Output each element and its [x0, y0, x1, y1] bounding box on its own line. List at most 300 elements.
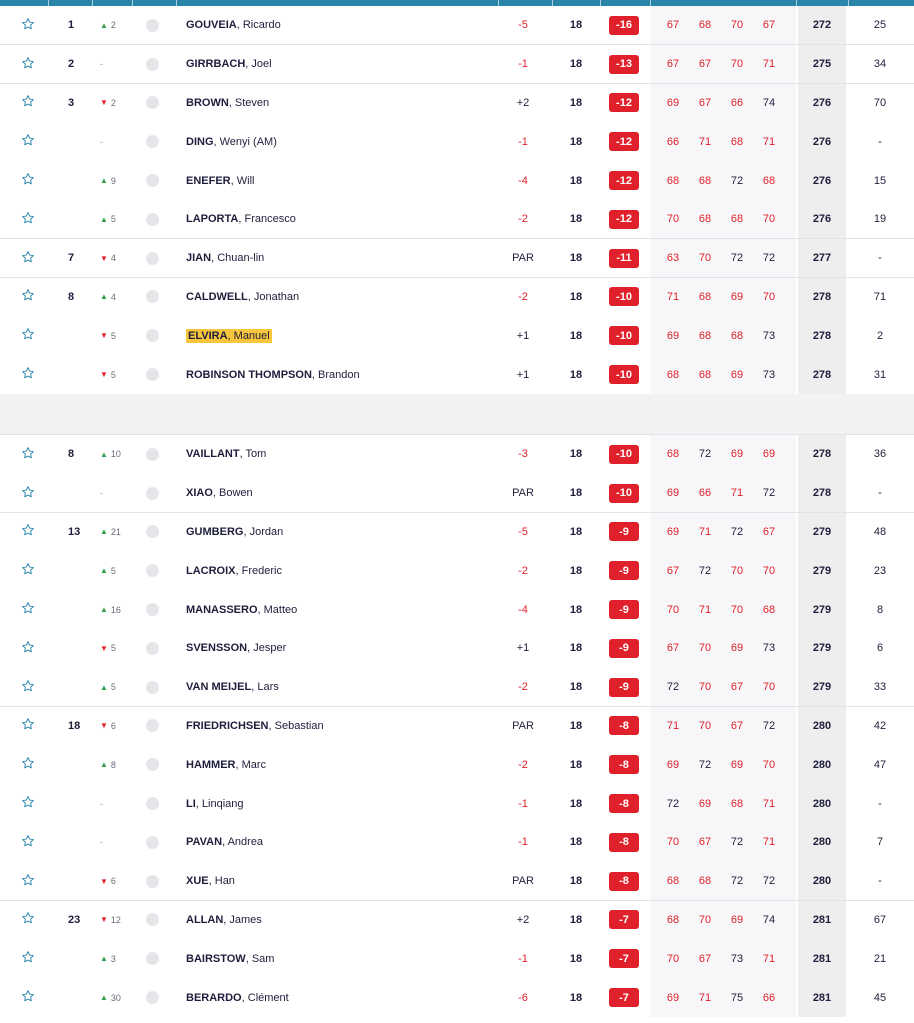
player-name-link[interactable]	[186, 642, 286, 654]
round-4-score-text: 72	[762, 252, 776, 265]
player-name-link[interactable]	[186, 329, 272, 343]
favourite-toggle[interactable]	[20, 200, 36, 239]
position	[68, 745, 92, 784]
player-firstname[interactable]: Matteo	[263, 603, 298, 616]
player-surname[interactable]: GIRRBACH	[186, 58, 246, 71]
player-name-link[interactable]	[186, 992, 289, 1004]
star-outline-icon[interactable]	[21, 717, 35, 734]
player-surname[interactable]: ALLAN	[186, 913, 224, 926]
aggregate-score	[798, 122, 846, 161]
player-name-link[interactable]	[186, 759, 266, 771]
favourite-toggle[interactable]	[20, 435, 36, 474]
player-name-link[interactable]	[186, 136, 277, 148]
player-name-link[interactable]	[186, 836, 263, 848]
position	[68, 629, 92, 668]
today-score-text: -1	[518, 135, 528, 148]
player-name-link[interactable]	[186, 875, 235, 887]
position	[68, 84, 92, 123]
today-score-text: PAR	[512, 719, 534, 732]
player-surname[interactable]: HAMMER	[186, 758, 236, 771]
star-outline-icon[interactable]	[21, 211, 35, 228]
player-name-link[interactable]	[186, 213, 296, 225]
player-firstname[interactable]: Wenyi (AM)	[219, 135, 277, 148]
player-name[interactable]	[186, 823, 486, 862]
holes-thru-text: 18	[569, 448, 583, 461]
position-text: 3	[68, 96, 75, 109]
round-4-score	[756, 122, 782, 161]
player-surname[interactable]: LACROIX	[186, 564, 236, 577]
player-surname[interactable]: VAN MEIJEL	[186, 681, 252, 694]
today-score-text: -1	[518, 797, 528, 810]
player-name-link[interactable]	[186, 953, 274, 965]
movement-text: 4	[110, 291, 116, 302]
favourite-toggle[interactable]	[20, 161, 36, 200]
player-surname[interactable]: VAILLANT	[186, 448, 240, 461]
player-name-link[interactable]	[186, 58, 272, 70]
favourite-toggle[interactable]	[20, 784, 36, 823]
table-row[interactable]	[0, 84, 914, 123]
flag-icon	[146, 875, 159, 888]
round-1-score-text: 67	[666, 642, 680, 655]
round-3-score-text: 67	[730, 681, 744, 694]
player-firstname[interactable]: Clément	[247, 991, 289, 1004]
player-name[interactable]	[186, 513, 486, 552]
aggregate-score	[798, 200, 846, 239]
round-3-score-text: 75	[730, 991, 744, 1004]
round-4-score	[756, 316, 782, 355]
total-badge: -8	[609, 833, 639, 852]
player-name-link[interactable]	[186, 448, 266, 460]
star-outline-icon[interactable]	[21, 562, 35, 579]
star-outline-icon[interactable]	[21, 288, 35, 305]
round-1-score-text: 63	[666, 252, 680, 265]
holes-thru	[558, 978, 594, 1017]
favourite-toggle[interactable]	[20, 278, 36, 317]
round-2-score	[692, 823, 718, 862]
points	[852, 161, 908, 200]
star-outline-icon[interactable]	[21, 911, 35, 928]
aggregate-score	[798, 745, 846, 784]
round-4-score	[756, 239, 782, 278]
today-score-text: -2	[518, 290, 528, 303]
round-3-score-text: 69	[730, 913, 744, 926]
star-outline-icon[interactable]	[21, 172, 35, 189]
favourite-toggle[interactable]	[20, 745, 36, 784]
movement-text: 5	[110, 643, 116, 654]
star-outline-icon[interactable]	[21, 679, 35, 696]
favourite-toggle[interactable]	[20, 978, 36, 1017]
star-outline-icon[interactable]	[21, 485, 35, 502]
player-firstname[interactable]: Jonathan	[253, 290, 300, 303]
round-4-score-text: 70	[762, 758, 776, 771]
player-firstname[interactable]: Manuel	[233, 329, 270, 342]
table-row[interactable]	[0, 745, 914, 784]
today-score-text: -2	[518, 564, 528, 577]
points	[852, 668, 908, 707]
holes-thru	[558, 355, 594, 394]
player-firstname[interactable]: Andrea	[227, 836, 264, 849]
today-score	[503, 823, 543, 862]
favourite-toggle[interactable]	[20, 629, 36, 668]
total-badge: -9	[609, 600, 639, 619]
table-row[interactable]	[0, 707, 914, 746]
table-row[interactable]	[0, 513, 914, 552]
player-name[interactable]	[186, 862, 486, 901]
player-surname[interactable]: MANASSERO	[186, 603, 258, 616]
favourite-toggle[interactable]	[20, 316, 36, 355]
player-name[interactable]	[186, 45, 486, 84]
player-name[interactable]	[186, 590, 486, 629]
round-3-score	[724, 939, 750, 978]
round-4-score-text: 71	[762, 797, 776, 810]
player-surname[interactable]: XUE	[186, 875, 209, 888]
table-row[interactable]	[0, 668, 914, 707]
round-1-score	[660, 551, 686, 590]
player-name[interactable]	[186, 278, 486, 317]
star-outline-icon[interactable]	[21, 94, 35, 111]
round-4-score-text: 71	[762, 952, 776, 965]
table-row[interactable]	[0, 122, 914, 161]
star-outline-icon[interactable]	[21, 756, 35, 773]
player-name[interactable]	[186, 239, 486, 278]
round-3-score-text: 69	[730, 368, 744, 381]
points-text: 34	[873, 58, 887, 71]
player-firstname[interactable]: Marc	[241, 758, 267, 771]
table-row[interactable]	[0, 278, 914, 317]
table-row[interactable]	[0, 239, 914, 278]
name-separator: ,	[223, 913, 230, 926]
player-firstname[interactable]: Linqiang	[201, 797, 244, 810]
flag-icon	[146, 487, 159, 500]
player-name[interactable]	[186, 901, 486, 940]
player-firstname[interactable]: Chuan-lin	[217, 252, 265, 265]
round-1-score	[660, 784, 686, 823]
points	[852, 784, 908, 823]
table-row[interactable]	[0, 6, 914, 45]
position	[68, 901, 92, 940]
player-firstname[interactable]: Jesper	[253, 642, 287, 655]
aggregate-score-text: 279	[812, 681, 832, 694]
round-1-score	[660, 278, 686, 317]
movement	[100, 629, 130, 668]
today-score	[503, 629, 543, 668]
player-name-link[interactable]	[186, 604, 297, 616]
points	[852, 823, 908, 862]
country-flag	[146, 278, 160, 317]
star-outline-icon[interactable]	[21, 950, 35, 967]
today-score-text: -1	[518, 952, 528, 965]
player-name-link[interactable]	[186, 175, 254, 187]
favourite-toggle[interactable]	[20, 901, 36, 940]
player-name[interactable]	[186, 784, 486, 823]
round-2-score	[692, 278, 718, 317]
player-name-link[interactable]	[186, 487, 253, 499]
player-firstname[interactable]: Steven	[234, 96, 270, 109]
player-firstname[interactable]: Tom	[245, 448, 267, 461]
round-1-score-text: 69	[666, 525, 680, 538]
player-firstname[interactable]: Francesco	[244, 213, 296, 226]
player-name-link[interactable]	[186, 720, 324, 732]
table-row[interactable]	[0, 435, 914, 474]
table-row[interactable]	[0, 200, 914, 239]
position-text: 1	[68, 19, 75, 32]
round-4-score	[756, 784, 782, 823]
round-3-score-text: 72	[730, 525, 744, 538]
star-outline-icon[interactable]	[21, 795, 35, 812]
movement	[100, 200, 130, 239]
favourite-toggle[interactable]	[20, 823, 36, 862]
favourite-toggle[interactable]	[20, 551, 36, 590]
player-name[interactable]	[186, 707, 486, 746]
table-row[interactable]	[0, 939, 914, 978]
flag-icon	[146, 681, 159, 694]
movement-text: 4	[110, 253, 116, 264]
total-badge: -12	[609, 93, 639, 112]
total-to-par	[606, 200, 642, 239]
table-row[interactable]	[0, 161, 914, 200]
favourite-toggle[interactable]	[20, 239, 36, 278]
round-4-score	[756, 474, 782, 513]
star-outline-icon[interactable]	[21, 834, 35, 851]
table-row[interactable]	[0, 551, 914, 590]
aggregate-score	[798, 551, 846, 590]
favourite-toggle[interactable]	[20, 355, 36, 394]
holes-thru-text: 18	[569, 681, 583, 694]
favourite-toggle[interactable]	[20, 513, 36, 552]
movement	[100, 316, 130, 355]
holes-thru-text: 18	[569, 96, 583, 109]
flag-icon	[146, 952, 159, 965]
aggregate-score-text: 281	[812, 952, 832, 965]
player-name-link[interactable]	[186, 252, 264, 264]
table-row[interactable]	[0, 784, 914, 823]
total-badge: -8	[609, 794, 639, 813]
favourite-toggle[interactable]	[20, 590, 36, 629]
total-badge: -10	[609, 287, 639, 306]
position	[68, 316, 92, 355]
aggregate-score-text: 279	[812, 525, 832, 538]
player-surname[interactable]: FRIEDRICHSEN	[186, 719, 269, 732]
aggregate-score	[798, 707, 846, 746]
player-surname[interactable]: BAIRSTOW	[186, 952, 246, 965]
player-name[interactable]	[186, 435, 486, 474]
movement-text: -	[100, 798, 103, 809]
player-surname[interactable]: XIAO	[186, 487, 213, 500]
total-to-par	[606, 978, 642, 1017]
holes-thru	[558, 823, 594, 862]
player-name[interactable]	[186, 200, 486, 239]
player-surname[interactable]: ROBINSON THOMPSON	[186, 368, 312, 381]
player-name-link[interactable]	[186, 291, 299, 303]
round-2-score-text: 72	[698, 564, 712, 577]
player-name[interactable]	[186, 355, 486, 394]
arrow-down-icon: ▼	[100, 98, 108, 108]
round-1-score-text: 70	[666, 213, 680, 226]
table-row[interactable]	[0, 474, 914, 513]
round-1-score-text: 72	[666, 797, 680, 810]
table-row[interactable]	[0, 590, 914, 629]
total-badge: -7	[609, 988, 639, 1007]
round-1-score-text: 70	[666, 836, 680, 849]
aggregate-score-text: 278	[812, 368, 832, 381]
round-1-score-text: 70	[666, 603, 680, 616]
today-score-text: +2	[516, 913, 530, 926]
favourite-toggle[interactable]	[20, 122, 36, 161]
name-separator: ,	[251, 681, 258, 694]
player-surname[interactable]: ENEFER	[186, 174, 231, 187]
round-1-score-text: 72	[666, 681, 680, 694]
player-name-link[interactable]	[186, 369, 360, 381]
player-firstname[interactable]: Bowen	[219, 487, 253, 500]
favourite-toggle[interactable]	[20, 45, 36, 84]
flag-icon	[146, 213, 159, 226]
today-score	[503, 939, 543, 978]
points-text: 47	[873, 758, 887, 771]
player-surname[interactable]: DING	[186, 135, 214, 148]
player-name[interactable]	[186, 745, 486, 784]
round-3-score-text: 72	[730, 836, 744, 849]
table-row[interactable]	[0, 316, 914, 355]
star-outline-icon[interactable]	[21, 250, 35, 267]
today-score-text: -2	[518, 213, 528, 226]
player-surname[interactable]: LAPORTA	[186, 213, 239, 226]
player-surname[interactable]: GOUVEIA	[186, 19, 237, 32]
player-firstname[interactable]: Will	[236, 174, 255, 187]
player-name-link[interactable]	[186, 914, 262, 926]
round-1-score	[660, 939, 686, 978]
round-2-score-text: 67	[698, 836, 712, 849]
player-surname[interactable]: GUMBERG	[186, 525, 244, 538]
player-firstname[interactable]: Frederic	[241, 564, 282, 577]
player-firstname[interactable]: Han	[214, 875, 235, 888]
player-surname[interactable]: BERARDO	[186, 991, 242, 1004]
total-to-par	[606, 355, 642, 394]
total-badge: -9	[609, 561, 639, 580]
player-firstname[interactable]: Lars	[257, 681, 279, 694]
player-name-link[interactable]	[186, 19, 281, 31]
table-row[interactable]	[0, 45, 914, 84]
player-firstname[interactable]: Brandon	[318, 368, 360, 381]
star-outline-icon[interactable]	[21, 366, 35, 383]
player-surname[interactable]: JIAN	[186, 252, 212, 265]
round-3-score	[724, 278, 750, 317]
country-flag	[146, 901, 160, 940]
star-outline-icon[interactable]	[21, 446, 35, 463]
player-name[interactable]	[186, 6, 486, 45]
round-2-score	[692, 939, 718, 978]
player-surname[interactable]: CALDWELL	[186, 290, 248, 303]
favourite-toggle[interactable]	[20, 474, 36, 513]
star-outline-icon[interactable]	[21, 133, 35, 150]
star-outline-icon[interactable]	[21, 989, 35, 1006]
player-name-link[interactable]	[186, 97, 269, 109]
points-text: 21	[873, 952, 887, 965]
total-badge: -12	[609, 132, 639, 151]
player-firstname[interactable]: Joel	[251, 58, 272, 71]
player-name[interactable]	[186, 978, 486, 1017]
player-name[interactable]	[186, 161, 486, 200]
round-2-score	[692, 355, 718, 394]
round-4-score-text: 70	[762, 681, 776, 694]
round-2-score-text: 68	[698, 368, 712, 381]
player-surname[interactable]: SVENSSON	[186, 642, 248, 655]
player-name-link[interactable]	[186, 565, 282, 577]
player-surname[interactable]: ELVIRA	[188, 329, 228, 342]
star-outline-icon[interactable]	[21, 327, 35, 344]
player-firstname[interactable]: Sam	[251, 952, 275, 965]
table-row[interactable]	[0, 901, 914, 940]
favourite-toggle[interactable]	[20, 862, 36, 901]
star-outline-icon[interactable]	[21, 601, 35, 618]
player-name[interactable]	[186, 629, 486, 668]
table-row[interactable]	[0, 629, 914, 668]
points-text: 7	[876, 836, 884, 849]
today-score-text: PAR	[512, 875, 534, 888]
name-separator: ,	[195, 797, 202, 810]
round-2-score-text: 68	[698, 290, 712, 303]
points	[852, 745, 908, 784]
today-score-text: -1	[518, 58, 528, 71]
player-name[interactable]	[186, 122, 486, 161]
favourite-toggle[interactable]	[20, 668, 36, 707]
player-name[interactable]	[186, 939, 486, 978]
holes-thru	[558, 161, 594, 200]
movement-text: 12	[110, 914, 121, 925]
player-name[interactable]	[186, 474, 486, 513]
holes-thru-text: 18	[569, 991, 583, 1004]
table-row[interactable]	[0, 862, 914, 901]
round-1-score	[660, 590, 686, 629]
favourite-toggle[interactable]	[20, 6, 36, 45]
table-row[interactable]	[0, 823, 914, 862]
player-firstname[interactable]: Sebastian	[274, 719, 324, 732]
player-name[interactable]	[186, 84, 486, 123]
round-4-score	[756, 823, 782, 862]
player-name-link[interactable]	[186, 526, 283, 538]
star-outline-icon[interactable]	[21, 640, 35, 657]
favourite-toggle[interactable]	[20, 84, 36, 123]
star-outline-icon[interactable]	[21, 56, 35, 73]
star-outline-icon[interactable]	[21, 17, 35, 34]
player-name[interactable]	[186, 668, 486, 707]
round-2-score-text: 70	[698, 642, 712, 655]
player-firstname[interactable]: James	[229, 913, 262, 926]
aggregate-score	[798, 668, 846, 707]
player-firstname[interactable]: Jordan	[249, 525, 284, 538]
arrow-up-icon: ▲	[100, 954, 108, 964]
round-2-score-text: 68	[698, 19, 712, 32]
favourite-toggle[interactable]	[20, 939, 36, 978]
player-surname[interactable]: LI	[186, 797, 196, 810]
table-row[interactable]	[0, 355, 914, 394]
player-firstname[interactable]: Ricardo	[242, 19, 281, 32]
arrow-up-icon: ▲	[100, 176, 108, 186]
position	[68, 122, 92, 161]
player-name[interactable]	[186, 551, 486, 590]
today-score-text: -4	[518, 174, 528, 187]
player-name-link[interactable]	[186, 681, 279, 693]
holes-thru-text: 18	[569, 758, 583, 771]
table-row[interactable]	[0, 978, 914, 1017]
player-surname[interactable]: BROWN	[186, 96, 229, 109]
position-text: 13	[68, 525, 81, 538]
player-name[interactable]	[186, 316, 486, 355]
star-outline-icon[interactable]	[21, 523, 35, 540]
player-name-link[interactable]	[186, 798, 244, 810]
player-surname[interactable]: PAVAN	[186, 836, 223, 849]
star-outline-icon[interactable]	[21, 873, 35, 890]
favourite-toggle[interactable]	[20, 707, 36, 746]
